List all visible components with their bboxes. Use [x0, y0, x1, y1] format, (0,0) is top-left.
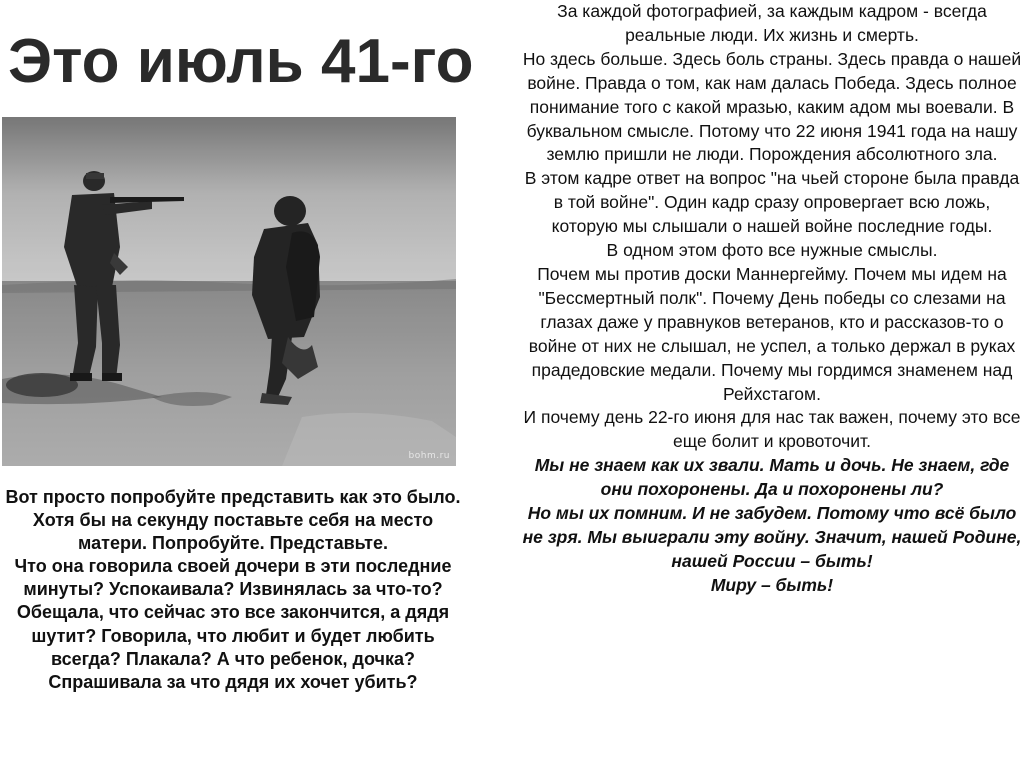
left-paragraph: Что она говорила своей дочери в эти последние минуты? Успокаивала? Извинялась за что-то? Обещала, что сейчас это все закончится, а дядя шутит? Говорила, что любит и будет любить всегда? Плакала? А что ребенок, дочка? Спрашивала за что дядя их хочет убить?	[14, 556, 452, 692]
right-text-block	[520, 0, 1024, 598]
left-paragraph: Хотя бы на секунду поставьте себя на место матери. Попробуйте. Представьте.	[32, 510, 434, 554]
page-title: Это июль 41-го	[8, 27, 474, 96]
right-paragraph: И почему день 22-го июня для нас так важен, почему это все еще болит и кровоточит.	[523, 407, 1021, 452]
right-paragraph: Но здесь больше. Здесь боль страны. Здесь правда о нашей войне. Правда о том, как нам далась Победа. Здесь полное понимание того с какой мразью, каким адом мы воевали. В буквальном смысле. Потому что 22 июня 1941 года на нашу землю пришли не люди. Порождения абсолютного зла.	[522, 48, 1022, 165]
right-paragraph: За каждой фотографией, за каждым кадром - всегда реальные люди. Их жизнь и смерть.	[557, 1, 987, 45]
right-paragraph: Почем мы против доски Маннергейму. Почем мы идем на "Бессмертный полк". Почему День победы со слезами на глазах даже у правнуков ветеранов, кто и рассказов-то о войне от них не слышал, не успел, а только держал в руках прадедовские медали. Почему мы гордимся знаменем над Рейхстагом.	[528, 263, 1016, 404]
photo-watermark: bohm.ru	[408, 451, 450, 461]
right-emphasis-paragraph: Мы не знаем как их звали. Мать и дочь. Не знаем, где они похоронены. Да и похоронены ли?	[534, 455, 1010, 500]
historical-photo	[2, 117, 456, 466]
left-paragraph: Вот просто попробуйте представить как это было.	[5, 487, 461, 507]
photo-image	[2, 117, 456, 466]
right-emphasis-paragraph: Но мы их помним. И не забудем. Потому что всё было не зря. Мы выиграли эту войну. Значит, нашей Родине, нашей России – быть!	[522, 503, 1022, 571]
right-paragraph: В этом кадре ответ на вопрос "на чьей стороне была правда в той войне". Один кадр сразу опровергает всю ложь, которую мы слышали о нашей войне последние годы.	[524, 168, 1020, 237]
right-paragraph: В одном этом фото все нужные смыслы.	[606, 240, 938, 261]
right-emphasis-paragraph: Миру – быть!	[710, 574, 834, 595]
left-text-block	[2, 486, 464, 694]
